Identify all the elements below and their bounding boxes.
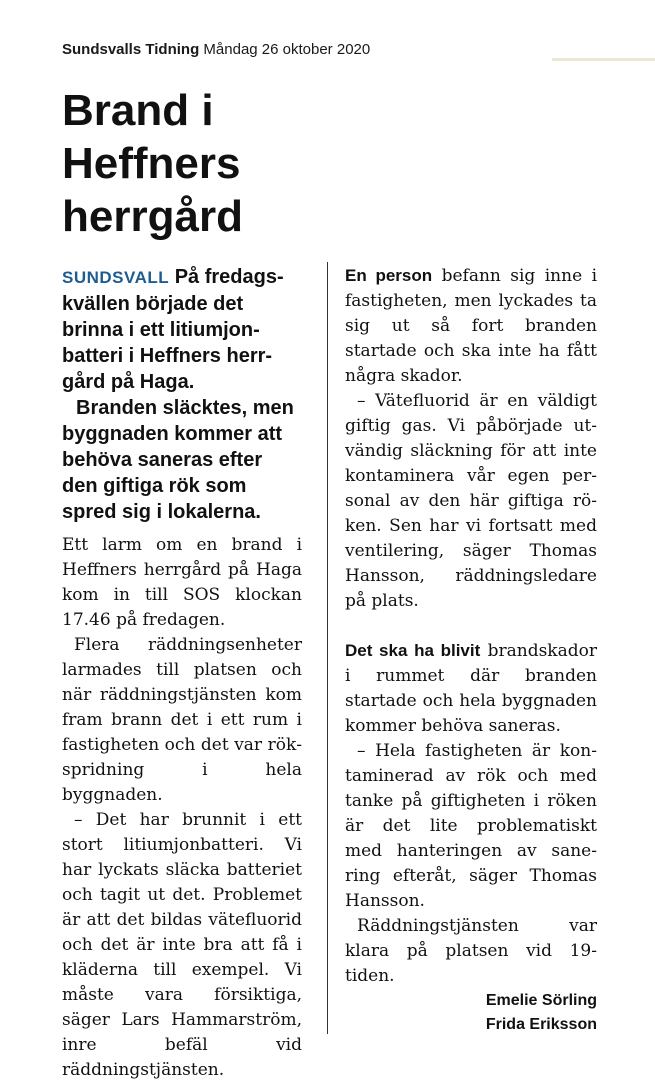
- lead-in-text: Det ska ha blivit: [345, 641, 481, 660]
- left-body: [62, 533, 302, 1083]
- quote-paragraph: – Hela fastigheten är kontaminerad av rök och med tanke på giftigheten i röken är det lite problematiskt med hanteringen av sanering efteråt, säger Thomas Hansson.: [345, 741, 597, 911]
- top-decorative-rule: [552, 58, 655, 61]
- dateline: SUNDSVALL: [62, 268, 170, 287]
- body-paragraph: [345, 263, 597, 389]
- lead-in-text: En person: [345, 266, 433, 285]
- body-paragraph: [345, 638, 597, 739]
- left-column: [62, 264, 302, 1083]
- body-paragraph: Räddningstjänsten var klara på platsen vid 19-tiden.: [345, 916, 597, 986]
- body-paragraph: – Det har brunnit i ett stort litiumjonbatteri. Vi har lyckats släcka batteriet och tagit ut det. Problemet är att det bildas vätefluorid och det är inte bra att få i kläderna till exempel. Vi måste vara försiktiga, säger Lars Hammarström, inre befäl vid räddningstjänsten.: [62, 810, 302, 1080]
- bylines: [345, 989, 597, 1037]
- lead-text-2: Branden släcktes, men byggnaden kommer att behöva saneras efter den giftiga rök som spred sig i lokalerna.: [62, 397, 294, 523]
- issue-date: Måndag 26 oktober 2020: [203, 41, 371, 58]
- column-divider: [327, 262, 328, 1034]
- body-paragraph: Flera räddningsenheter larmades till platsen och när räddningstjänsten kom fram brann det i ett rum i fastigheten och det var rökspridning i hela byggnaden.: [62, 635, 302, 805]
- paper-name: Sundsvalls Tidning: [62, 41, 200, 58]
- byline: Frida Eriksson: [485, 1016, 597, 1033]
- byline: Emelie Sörling: [485, 992, 597, 1009]
- headline: Brand i Heffners herrgård: [62, 86, 243, 241]
- quote-paragraph: – Vätefluorid är en väldigt giftig gas. Vi påbörjade utvändig släckning för att inte kontaminera vår egen personal av den här giftiga röken. Sen har vi fortsatt med ventilering, säger Thomas Hansson, räddningsledare på plats.: [345, 391, 597, 611]
- lead-paragraph: [62, 264, 302, 525]
- right-column: [345, 263, 597, 1037]
- paragraph-text: befann sig inne i fastigheten, men lyckades ta sig ut så fort branden startade och ska inte ha fått några skador.: [345, 266, 598, 386]
- masthead: [62, 41, 370, 58]
- lead-text-1: På fredagskvällen började det brinna i ett litiumjonbatteri i Heffners herrgård på Haga.: [62, 266, 284, 393]
- paragraph-text: brandskador i rummet där branden startade och hela byggnaden kommer behöva saneras.: [345, 641, 597, 736]
- body-paragraph: Ett larm om en brand i Heffners herrgård på Haga kom in till SOS klockan 17.46 på fredagen.: [62, 535, 302, 630]
